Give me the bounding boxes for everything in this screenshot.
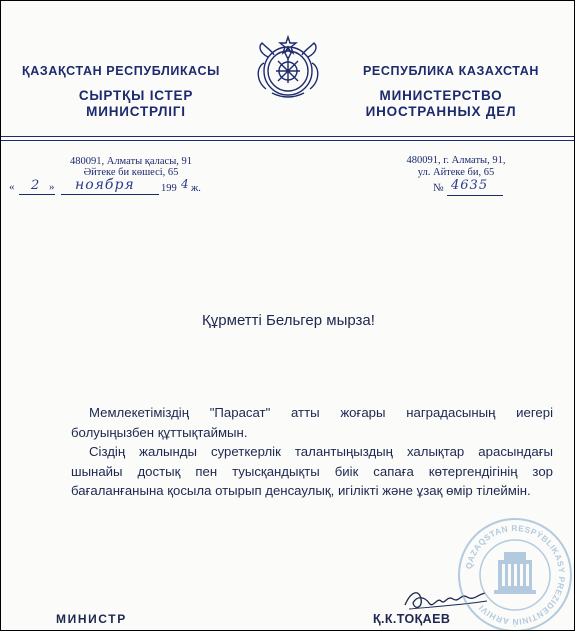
- letterhead-left-ministry-1: СЫРТҚЫ ІСТЕР: [78, 88, 194, 103]
- date-year-digit: 4: [181, 177, 189, 191]
- date-year-prefix: 199: [161, 183, 177, 194]
- date-quote-open: «: [9, 181, 15, 193]
- address-right-line-1: 480091, г. Алматы, 91,: [406, 155, 506, 166]
- header-rule-bottom: [1, 140, 574, 141]
- svg-text:QAZAQSTAN RESPÝBLIKASY PREZIDE: QAZAQSTAN RESPÝBLIKASY PREZIDENTINIŃ ARHIVI: [463, 522, 568, 628]
- letterhead-left-ministry-2: МИНИСТРЛІГІ: [86, 104, 186, 119]
- header-rule-top: [1, 136, 574, 137]
- greeting: Құрметті Бельгер мырза!: [202, 312, 375, 329]
- number-prefix: №: [433, 182, 444, 194]
- address-left-line-1: 480091, Алматы қаласы, 91: [69, 156, 193, 167]
- letterhead-right-country: РЕСПУБЛИКА КАЗАХСТАН: [362, 64, 539, 78]
- address-left-line-2: Әйтеке би көшесі, 65: [83, 167, 179, 178]
- signature-name: Қ.К.ТОҚАЕВ: [373, 612, 451, 626]
- state-emblem-icon: [252, 33, 324, 105]
- number-value: 4635: [451, 178, 489, 193]
- date-quote-close: »: [49, 181, 55, 193]
- body-paragraph-1: Мемлекетіміздің "Парасат" атты жоғары наградасының иегері болуыңызбен құттықтаймын.: [71, 405, 553, 440]
- archive-stamp: [456, 516, 574, 631]
- signature-position: МИНИСТР: [56, 612, 127, 626]
- body-paragraph-2: Сіздің жалынды суреткерлік талантыңыздың халықтар арасындағы шынайы достық пен туысқандықты биік сапаға көтергендігінің зор бағаланғанына қосыла отырып денсаулық, игілікті және ұзақ өмір тілеймін.: [71, 444, 553, 498]
- date-day: 2: [31, 178, 40, 193]
- letterhead-right-ministry-1: МИНИСТЕРСТВО: [379, 88, 503, 103]
- address-right-line-2: ул. Айтеке би, 65: [417, 167, 495, 178]
- date-month: ноября: [75, 177, 135, 193]
- document-number: [433, 179, 543, 199]
- letterhead-left-country: ҚАЗАҚСТАН РЕСПУБЛИКАСЫ: [22, 64, 220, 78]
- date-year-suffix: ж.: [191, 183, 201, 194]
- date-day-underline: [19, 194, 55, 195]
- letterhead-right-ministry-2: ИНОСТРАННЫХ ДЕЛ: [365, 104, 517, 119]
- number-underline: [447, 195, 503, 196]
- date-month-underline: [61, 194, 159, 195]
- date-line: [9, 179, 209, 199]
